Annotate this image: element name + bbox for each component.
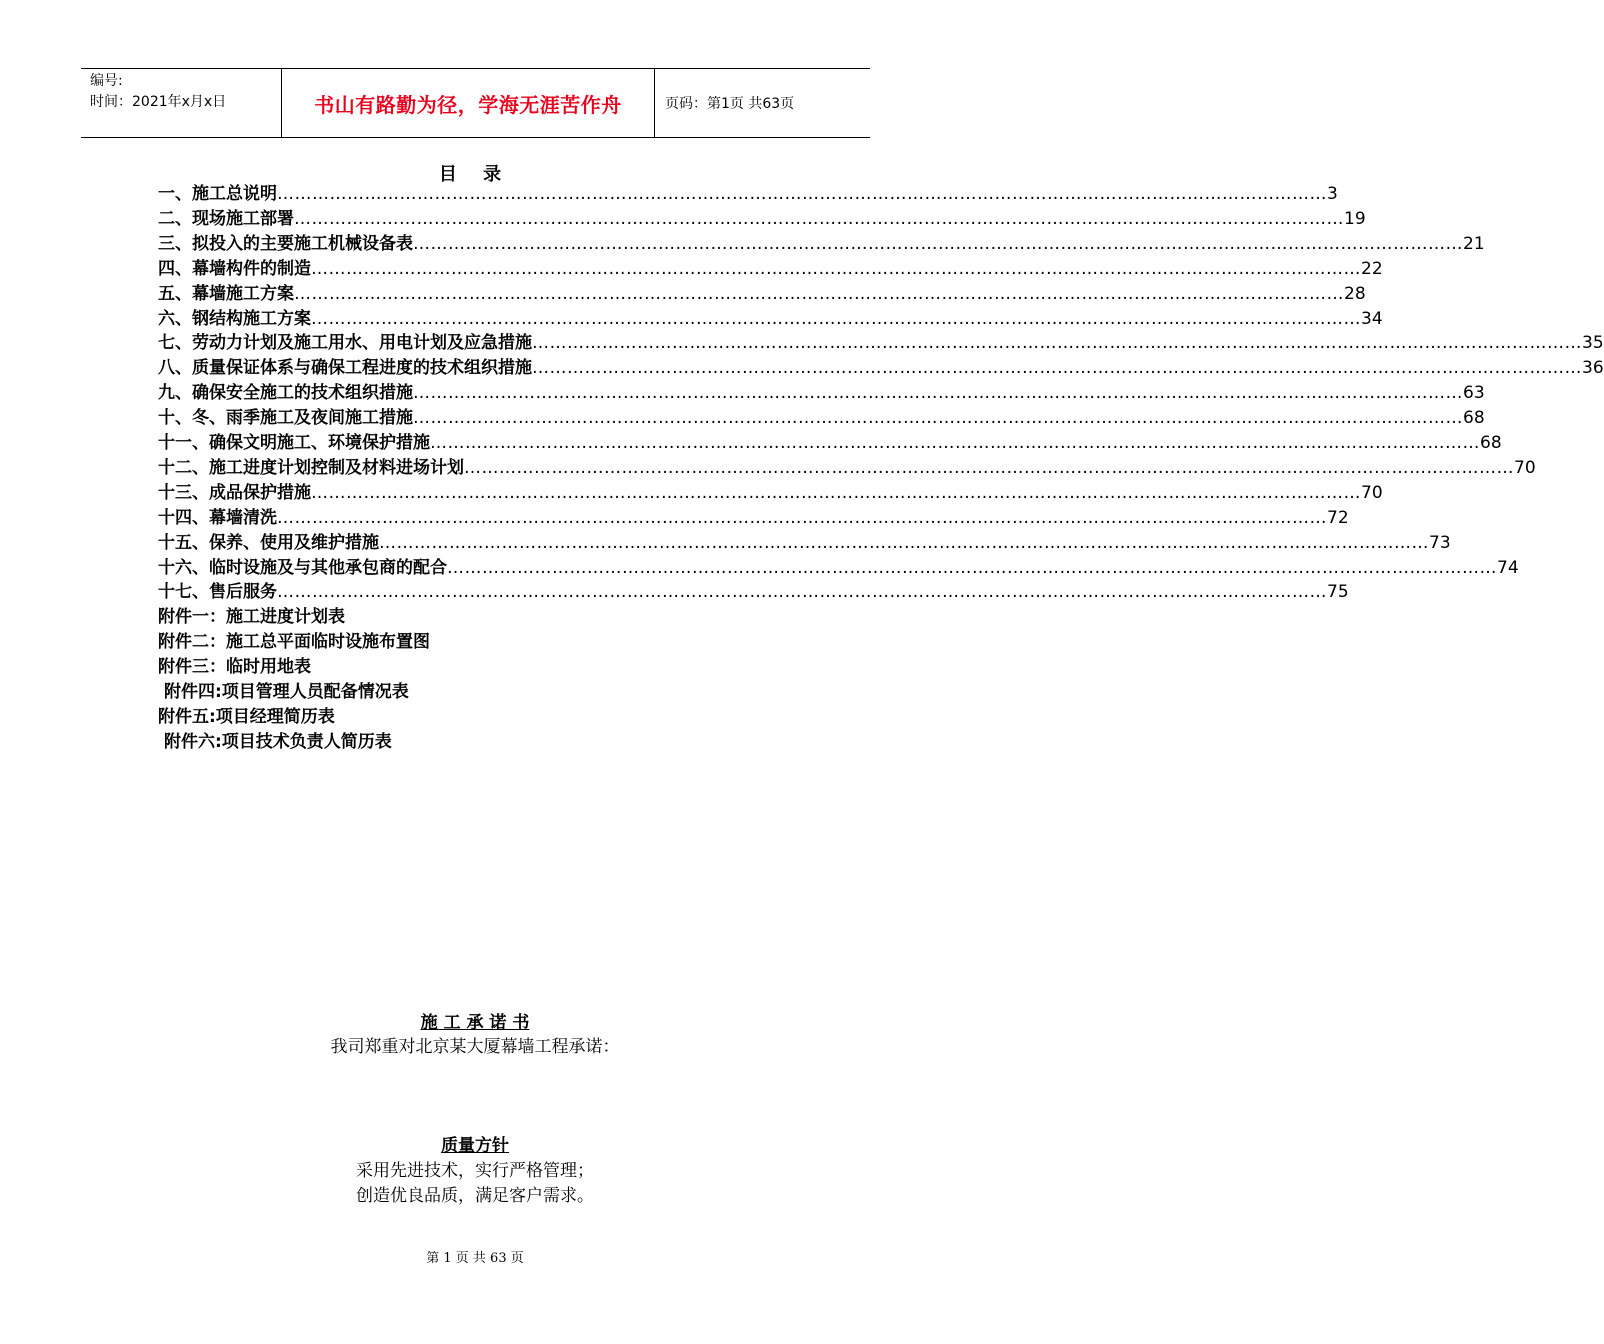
toc-leader-dots: ……………………………………………………………………………………………………………………………………………………………… <box>277 184 1327 204</box>
toc-entry[interactable] <box>158 506 1349 531</box>
toc-entry-page: 70 <box>1361 482 1383 503</box>
toc-entry-page: 28 <box>1344 283 1366 304</box>
toc-entry-number: 四、 <box>158 258 192 279</box>
toc-attachment[interactable]: 附件六:项目技术负责人简历表 <box>164 731 392 752</box>
toc-entry-page: 73 <box>1429 532 1451 553</box>
toc-entry-title: 幕墙构件的制造 <box>192 258 311 279</box>
toc-leader-dots: ……………………………………………………………………………………………………………………………………………………………… <box>379 532 1429 553</box>
toc-leader-dots: ……………………………………………………………………………………………………………………………………………………………… <box>311 482 1361 503</box>
toc-entry-title: 临时设施及与其他承包商的配合 <box>209 557 447 578</box>
commitment-text: 我司郑重对北京某大厦幕墙工程承诺： <box>330 1037 620 1057</box>
toc-entry-title: 施工进度计划控制及材料进场计划 <box>209 457 464 478</box>
toc-entry-title: 冬、雨季施工及夜间施工措施 <box>192 408 413 429</box>
toc-entry-page: 63 <box>1463 383 1485 404</box>
toc-entry-page: 70 <box>1514 457 1536 478</box>
toc-entry-number: 十五、 <box>158 532 209 553</box>
toc-leader-dots: ……………………………………………………………………………………………………………………………………………………………… <box>311 258 1361 279</box>
toc-leader-dots: ……………………………………………………………………………………………………………………………………………………………… <box>532 358 1582 379</box>
toc-entry-number: 五、 <box>158 283 192 304</box>
toc-attachment[interactable]: 附件四:项目管理人员配备情况表 <box>164 682 409 702</box>
toc-entry-title: 保养、使用及维护措施 <box>209 532 379 553</box>
toc-leader-dots: ……………………………………………………………………………………………………………………………………………………………… <box>447 557 1497 578</box>
toc-entry-page: 68 <box>1463 408 1485 429</box>
toc-entry-number: 十、 <box>158 408 192 429</box>
toc-entry-title: 施工总说明 <box>192 184 277 204</box>
toc-leader-dots: ……………………………………………………………………………………………………………………………………………………………… <box>413 383 1463 404</box>
toc-entry-page: 36 <box>1582 358 1604 379</box>
toc-entry[interactable] <box>158 356 1604 381</box>
toc-entry-number: 十六、 <box>158 557 209 578</box>
toc-leader-dots: ……………………………………………………………………………………………………………………………………………………………… <box>294 283 1344 304</box>
toc-entry[interactable] <box>158 531 1451 556</box>
toc-entry[interactable] <box>158 556 1519 581</box>
toc-entry-number: 十一、 <box>158 433 209 453</box>
toc-entry-title: 售后服务 <box>209 582 277 603</box>
toc-entry[interactable] <box>158 232 1485 257</box>
toc-entry-page: 68 <box>1480 433 1502 453</box>
toc-entry-number: 八、 <box>158 358 192 379</box>
toc-entry-title: 质量保证体系与确保工程进度的技术组织措施 <box>192 358 532 379</box>
quality-line-1: 采用先进技术，实行严格管理； <box>356 1161 594 1181</box>
toc-leader-dots: ……………………………………………………………………………………………………………………………………………………………… <box>277 582 1327 603</box>
toc-entry-number: 二、 <box>158 208 192 229</box>
toc-attachment[interactable]: 附件二：施工总平面临时设施布置图 <box>158 632 430 653</box>
toc-entry[interactable] <box>158 580 1349 605</box>
toc-entry-number: 一、 <box>158 184 192 204</box>
toc-entry-title: 成品保护措施 <box>209 482 311 503</box>
toc-entry-number: 三、 <box>158 233 192 254</box>
toc-entry[interactable] <box>158 431 1502 456</box>
toc-entry[interactable] <box>158 406 1485 431</box>
toc-entry-page: 74 <box>1497 557 1519 578</box>
toc-entry-title: 幕墙清洗 <box>209 507 277 528</box>
toc-leader-dots: ……………………………………………………………………………………………………………………………………………………………… <box>532 333 1582 354</box>
toc-leader-dots: ……………………………………………………………………………………………………………………………………………………………… <box>413 408 1463 429</box>
toc-entry-title: 确保安全施工的技术组织措施 <box>192 383 413 404</box>
toc-entry-number: 十四、 <box>158 507 209 528</box>
toc-leader-dots: ……………………………………………………………………………………………………………………………………………………………… <box>294 208 1344 229</box>
toc-title: 目 录 <box>438 164 512 185</box>
toc-entry-page: 75 <box>1327 582 1349 603</box>
toc-leader-dots: ……………………………………………………………………………………………………………………………………………………………… <box>430 433 1480 453</box>
toc-entry-number: 六、 <box>158 308 192 329</box>
toc-entry[interactable] <box>158 207 1366 232</box>
toc-entry-title: 现场施工部署 <box>192 208 294 229</box>
toc-entry-title: 幕墙施工方案 <box>192 283 294 304</box>
toc-entry-number: 十三、 <box>158 482 209 503</box>
header-meta-cell <box>81 69 282 137</box>
toc-entry-number: 七、 <box>158 333 192 354</box>
quality-title <box>0 1131 950 1156</box>
toc-attachment[interactable]: 附件五:项目经理简历表 <box>158 706 335 727</box>
toc-entry-title: 确保文明施工、环境保护措施 <box>209 433 430 453</box>
toc-entry[interactable] <box>158 257 1383 282</box>
toc-entry[interactable] <box>158 182 1338 207</box>
toc-entry-page: 21 <box>1463 233 1485 254</box>
toc-entry-page: 3 <box>1327 184 1338 204</box>
toc-entry-number: 十七、 <box>158 582 209 603</box>
toc-entry-page: 19 <box>1344 208 1366 229</box>
header-motto: 书山有路勤为径，学海无涯苦作舟 <box>282 69 655 137</box>
toc-leader-dots: ……………………………………………………………………………………………………………………………………………………………… <box>413 233 1463 254</box>
toc-entry[interactable] <box>158 481 1383 506</box>
toc-entry[interactable] <box>158 456 1536 481</box>
toc-entry-title: 拟投入的主要施工机械设备表 <box>192 233 413 254</box>
header-time-label: 时间：2021年x月x日 <box>90 94 227 110</box>
document-header <box>81 68 870 138</box>
toc-entry-page: 35 <box>1582 333 1604 354</box>
toc-entry[interactable] <box>158 331 1604 356</box>
toc-entry-number: 十二、 <box>158 457 209 478</box>
toc-leader-dots: ……………………………………………………………………………………………………………………………………………………………… <box>311 308 1361 329</box>
quality-line-2: 创造优良品质，满足客户需求。 <box>356 1186 594 1206</box>
toc-attachment[interactable]: 附件一：施工进度计划表 <box>158 607 345 628</box>
toc-entry[interactable] <box>158 381 1485 406</box>
toc-entry[interactable] <box>158 282 1366 307</box>
toc-entry-title: 钢结构施工方案 <box>192 308 311 329</box>
quality-title-text: 质量方针 <box>441 1136 509 1156</box>
commitment-title-text: 施 工 承 诺 书 <box>420 1013 530 1033</box>
toc-entry-page: 22 <box>1361 258 1383 279</box>
header-page-info: 页码：第1页 共63页 <box>665 96 795 112</box>
toc-entry-number: 九、 <box>158 383 192 404</box>
header-number-label: 编号: <box>90 73 123 89</box>
toc-leader-dots: ……………………………………………………………………………………………………………………………………………………………… <box>277 507 1327 528</box>
commitment-title <box>0 1008 950 1033</box>
toc-attachment[interactable]: 附件三：临时用地表 <box>158 657 311 678</box>
toc-entry[interactable] <box>158 307 1383 332</box>
page-footer: 第 1 页 共 63 页 <box>426 1251 524 1266</box>
toc-entry-title: 劳动力计划及施工用水、用电计划及应急措施 <box>192 333 532 354</box>
toc-leader-dots: ……………………………………………………………………………………………………………………………………………………………… <box>464 457 1514 478</box>
toc-entry-page: 34 <box>1361 308 1383 329</box>
toc-entry-page: 72 <box>1327 507 1349 528</box>
